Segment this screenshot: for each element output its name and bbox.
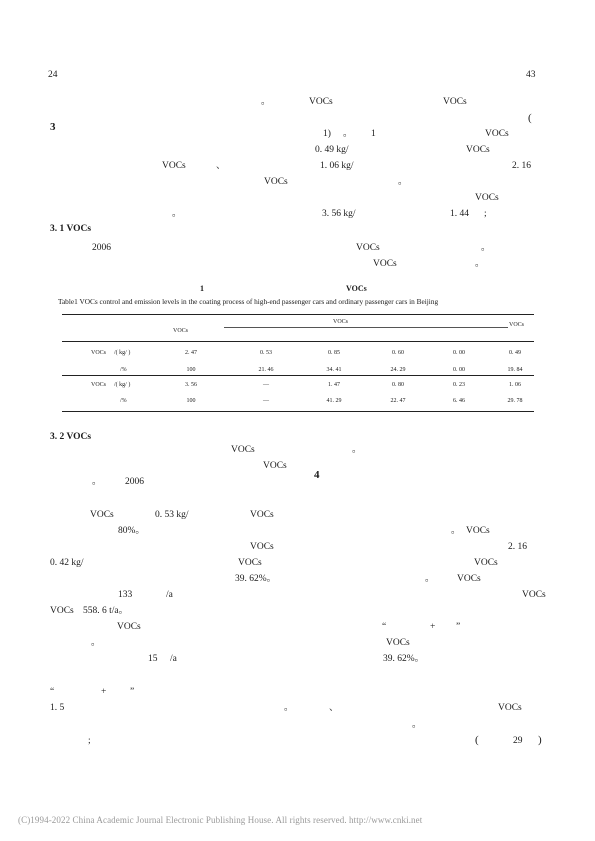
text-fragment: 39. 62%。 bbox=[383, 654, 425, 664]
table-cell: /% bbox=[120, 398, 127, 404]
table-cell: 3. 56 bbox=[185, 382, 197, 388]
table-cell: 0. 53 bbox=[260, 350, 272, 356]
table-cell: — bbox=[263, 382, 269, 388]
table-cell: /( kg/ ) bbox=[114, 382, 131, 388]
text-fragment: VOCs bbox=[231, 445, 255, 455]
text-fragment: VOCs bbox=[162, 161, 186, 171]
text-fragment: 。 bbox=[451, 526, 461, 536]
text-fragment: “ bbox=[382, 622, 387, 632]
section-4-heading: 4 bbox=[314, 469, 320, 481]
text-fragment: 。 bbox=[425, 574, 435, 584]
text-fragment: VOCs bbox=[90, 510, 114, 520]
text-fragment: 、 bbox=[216, 161, 226, 171]
table-cell: 0. 60 bbox=[392, 350, 404, 356]
text-fragment: 39. 62%。 bbox=[235, 574, 277, 584]
table-cell: 41. 29 bbox=[326, 398, 342, 404]
text-fragment: 。 bbox=[398, 177, 408, 187]
text-fragment: 。 bbox=[412, 720, 422, 730]
table-group-rule bbox=[224, 327, 508, 328]
text-fragment: 。 bbox=[92, 477, 102, 487]
text-fragment: VOCs bbox=[466, 145, 490, 155]
table-cell: /% bbox=[120, 367, 127, 373]
table-cell: 0. 49 bbox=[509, 350, 521, 356]
table-cell: 24. 29 bbox=[390, 367, 406, 373]
text-fragment: 。 bbox=[475, 259, 485, 269]
table-cell: 100 bbox=[186, 367, 196, 373]
text-fragment: 3. 56 kg/ bbox=[322, 209, 356, 219]
text-fragment: VOCs bbox=[475, 193, 499, 203]
table-top-rule bbox=[62, 314, 534, 315]
text-fragment: 1) bbox=[323, 129, 331, 139]
section-3-2-heading: 3. 2 VOCs bbox=[50, 432, 92, 442]
text-fragment: “ bbox=[50, 687, 55, 697]
text-fragment: 1. 44 bbox=[450, 209, 469, 219]
text-fragment: 133 bbox=[118, 590, 133, 600]
text-fragment: VOCs bbox=[309, 97, 333, 107]
text-fragment: 0. 53 kg/ bbox=[155, 510, 189, 520]
text-fragment: 。 bbox=[91, 638, 101, 648]
table-header-left: VOCs bbox=[173, 328, 189, 334]
text-fragment: 。 bbox=[172, 209, 182, 219]
text-fragment: VOCs bbox=[264, 177, 288, 187]
text-fragment: 1 bbox=[371, 129, 376, 139]
table-cell: 21. 46 bbox=[258, 367, 274, 373]
text-fragment: VOCs bbox=[356, 243, 380, 253]
table-number: 1 bbox=[200, 284, 204, 293]
text-fragment: VOCs bbox=[263, 461, 287, 471]
text-fragment: VOCs bbox=[250, 542, 274, 552]
text-fragment: ; bbox=[484, 209, 487, 219]
table-cell: 0. 85 bbox=[328, 350, 340, 356]
table-cell: 2. 47 bbox=[185, 350, 197, 356]
text-fragment: 2006 bbox=[125, 477, 144, 487]
text-fragment: 。 bbox=[284, 703, 294, 713]
table-header-right: VOCs bbox=[509, 322, 525, 328]
text-fragment: 2. 16 bbox=[512, 161, 531, 171]
text-fragment: 1. 06 kg/ bbox=[320, 161, 354, 171]
text-fragment: VOCs bbox=[466, 526, 490, 536]
table-cell: VOCs bbox=[91, 350, 107, 356]
table-cell: 6. 46 bbox=[453, 398, 465, 404]
text-fragment: VOCs bbox=[485, 129, 509, 139]
table-cell: 0. 00 bbox=[453, 350, 465, 356]
section-3-1-heading: 3. 1 VOCs bbox=[50, 224, 92, 234]
page-number-right: 43 bbox=[526, 70, 536, 80]
text-fragment: ” bbox=[456, 622, 461, 632]
text-fragment: 。 bbox=[343, 129, 353, 139]
text-fragment: VOCs bbox=[522, 590, 546, 600]
text-fragment: 2. 16 bbox=[508, 542, 527, 552]
text-fragment: 。 bbox=[481, 243, 491, 253]
table-cell: /( kg/ ) bbox=[114, 350, 131, 356]
text-fragment: 、 bbox=[329, 703, 339, 713]
text-fragment: VOCs bbox=[250, 510, 274, 520]
table-cell: 0. 00 bbox=[453, 367, 465, 373]
table-cell: 34. 41 bbox=[326, 367, 342, 373]
text-fragment: 0. 42 kg/ bbox=[50, 558, 84, 568]
text-fragment: VOCs bbox=[474, 558, 498, 568]
table-cell: 29. 78 bbox=[507, 398, 523, 404]
table-cell: 0. 80 bbox=[392, 382, 404, 388]
text-fragment: ( bbox=[528, 112, 532, 124]
table-header-rule bbox=[62, 341, 534, 342]
text-fragment: 15 bbox=[148, 654, 158, 664]
text-fragment: + bbox=[101, 687, 107, 697]
table-cell: 0. 23 bbox=[453, 382, 465, 388]
table-cell: 22. 47 bbox=[390, 398, 406, 404]
text-fragment: VOCs bbox=[443, 97, 467, 107]
text-fragment: ; bbox=[88, 736, 91, 746]
text-fragment: VOCs bbox=[373, 259, 397, 269]
text-fragment: 80%。 bbox=[118, 526, 145, 536]
text-fragment: 2006 bbox=[92, 243, 111, 253]
text-fragment: VOCs bbox=[117, 622, 141, 632]
text-fragment: 29 bbox=[513, 736, 523, 746]
section-3-heading: 3 bbox=[50, 121, 56, 133]
text-fragment: 。 bbox=[261, 97, 271, 107]
table-header-group: VOCs bbox=[333, 319, 349, 325]
text-fragment: 0. 49 kg/ bbox=[315, 145, 349, 155]
table-mid-rule bbox=[62, 375, 534, 376]
table-cell: 1. 47 bbox=[328, 382, 340, 388]
text-fragment: ” bbox=[130, 687, 135, 697]
table-title: VOCs bbox=[346, 284, 367, 293]
table-cell: 19. 84 bbox=[507, 367, 523, 373]
text-fragment: VOCs bbox=[238, 558, 262, 568]
text-fragment: 。 bbox=[352, 445, 362, 455]
text-fragment: ( bbox=[475, 734, 479, 746]
text-fragment: ) bbox=[538, 734, 542, 746]
page-number-left: 24 bbox=[48, 70, 58, 80]
text-fragment: VOCs bbox=[498, 703, 522, 713]
text-fragment: + bbox=[430, 622, 436, 632]
table-cell: VOCs bbox=[91, 382, 107, 388]
table-caption: Table1 VOCs control and emission levels in the coating process of high-end passenger cars and ordinary passenger cars in Beijing bbox=[58, 297, 439, 306]
table-cell: — bbox=[263, 398, 269, 404]
text-fragment: /a bbox=[166, 590, 173, 600]
table-bottom-rule bbox=[62, 411, 534, 412]
text-fragment: /a bbox=[170, 654, 177, 664]
table-cell: 1. 06 bbox=[509, 382, 521, 388]
text-fragment: VOCs bbox=[386, 638, 410, 648]
text-fragment: VOCs bbox=[457, 574, 481, 584]
text-fragment: VOCs bbox=[50, 606, 74, 616]
copyright-footer: (C)1994-2022 China Academic Journal Electronic Publishing House. All rights reserved. http://www.cnki.net bbox=[18, 815, 423, 825]
text-fragment: 1. 5 bbox=[50, 703, 65, 713]
text-fragment: 558. 6 t/a。 bbox=[83, 606, 129, 616]
table-cell: 100 bbox=[186, 398, 196, 404]
